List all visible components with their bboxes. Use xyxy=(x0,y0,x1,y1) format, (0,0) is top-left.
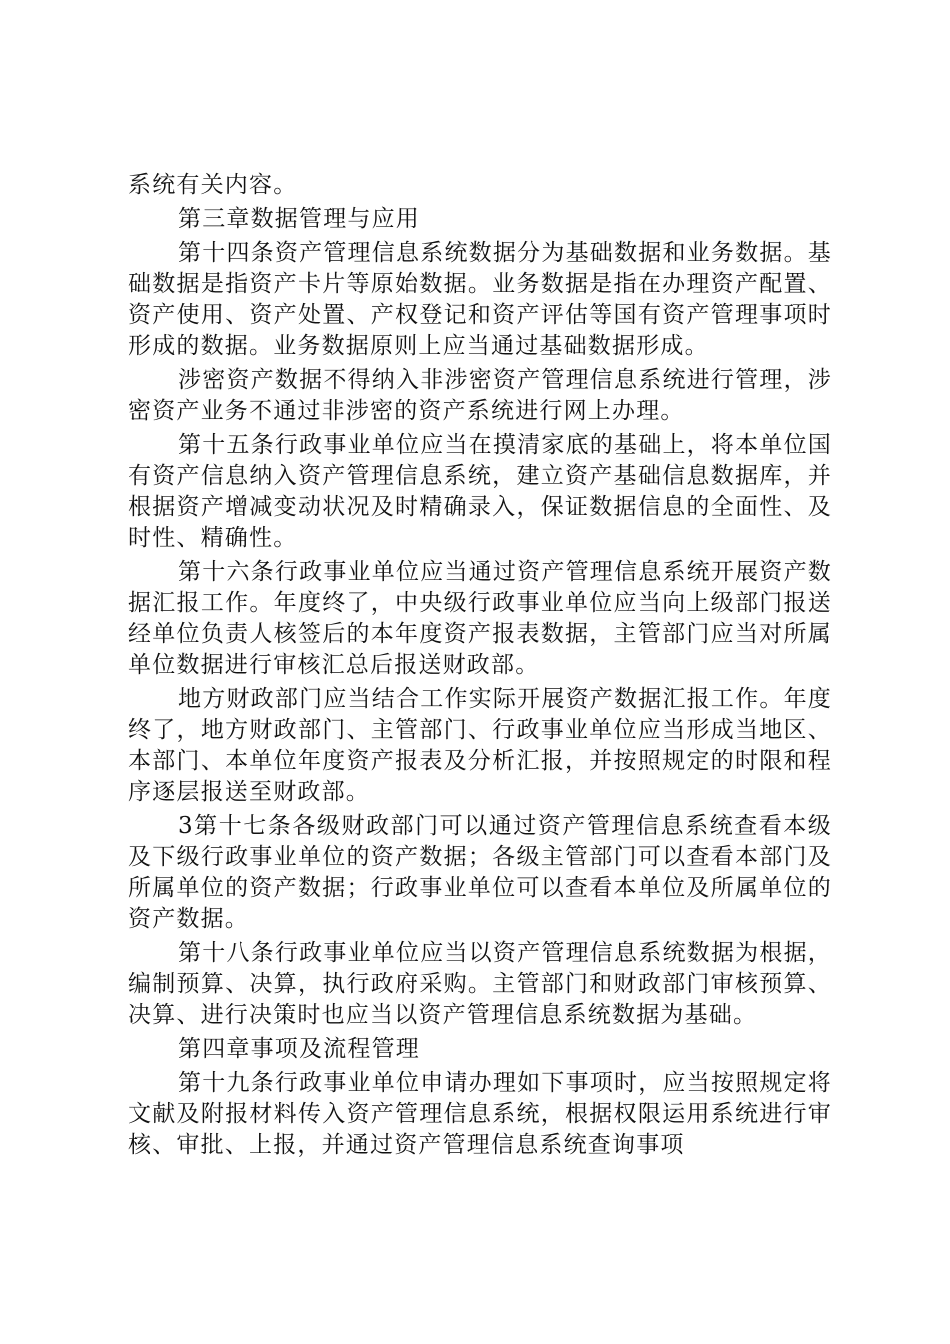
chapter-heading: 第三章数据管理与应用 xyxy=(178,206,420,232)
paragraph: 第十四条资产管理信息系统数据分为基础数据和业务数据。基础数据是指资产卡片等原始数据。业务数据是指在办理资产配置、资产使用、资产处置、产权登记和资产评估等国有资产管理事项时形成的数据。业务数据原则上应当通过基础数据形成。 xyxy=(128,240,832,359)
paragraph: 3第十七条各级财政部门可以通过资产管理信息系统查看本级及下级行政事业单位的资产数据；各级主管部门可以查看本部门及所属单位的资产数据；行政事业单位可以查看本单位及所属单位的资产数据。 xyxy=(128,813,832,932)
chapter-heading: 第四章事项及流程管理 xyxy=(178,1036,420,1062)
paragraph: 第十五条行政事业单位应当在摸清家底的基础上，将本单位国有资产信息纳入资产管理信息系统，建立资产基础信息数据库，并根据资产增减变动状况及时精确录入，保证数据信息的全面性、及时性、精确性。 xyxy=(128,432,832,551)
paragraph: 地方财政部门应当结合工作实际开展资产数据汇报工作。年度终了，地方财政部门、主管部门、行政事业单位应当形成当地区、本部门、本单位年度资产报表及分析汇报，并按照规定的时限和程序逐层报送至财政部。 xyxy=(128,686,832,805)
paragraph: 涉密资产数据不得纳入非涉密资产管理信息系统进行管理，涉密资产业务不通过非涉密的资产系统进行网上办理。 xyxy=(128,367,832,424)
paragraph: 第十八条行政事业单位应当以资产管理信息系统数据为根据，编制预算、决算，执行政府采购。主管部门和财政部门审核预算、决算、进行决策时也应当以资产管理信息系统数据为基础。 xyxy=(128,940,832,1028)
paragraph: 第十九条行政事业单位申请办理如下事项时，应当按照规定将文献及附报材料传入资产管理信息系统，根据权限运用系统进行审核、审批、上报，并通过资产管理信息系统查询事项 xyxy=(128,1070,832,1158)
paragraph: 第十六条行政事业单位应当通过资产管理信息系统开展资产数据汇报工作。年度终了，中央级行政事业单位应当向上级部门报送经单位负责人核签后的本年度资产报表数据，主管部门应当对所属单位数据进行审核汇总后报送财政部。 xyxy=(128,559,832,678)
paragraph: 系统有关内容。 xyxy=(128,172,298,198)
document-body xyxy=(128,170,832,1164)
